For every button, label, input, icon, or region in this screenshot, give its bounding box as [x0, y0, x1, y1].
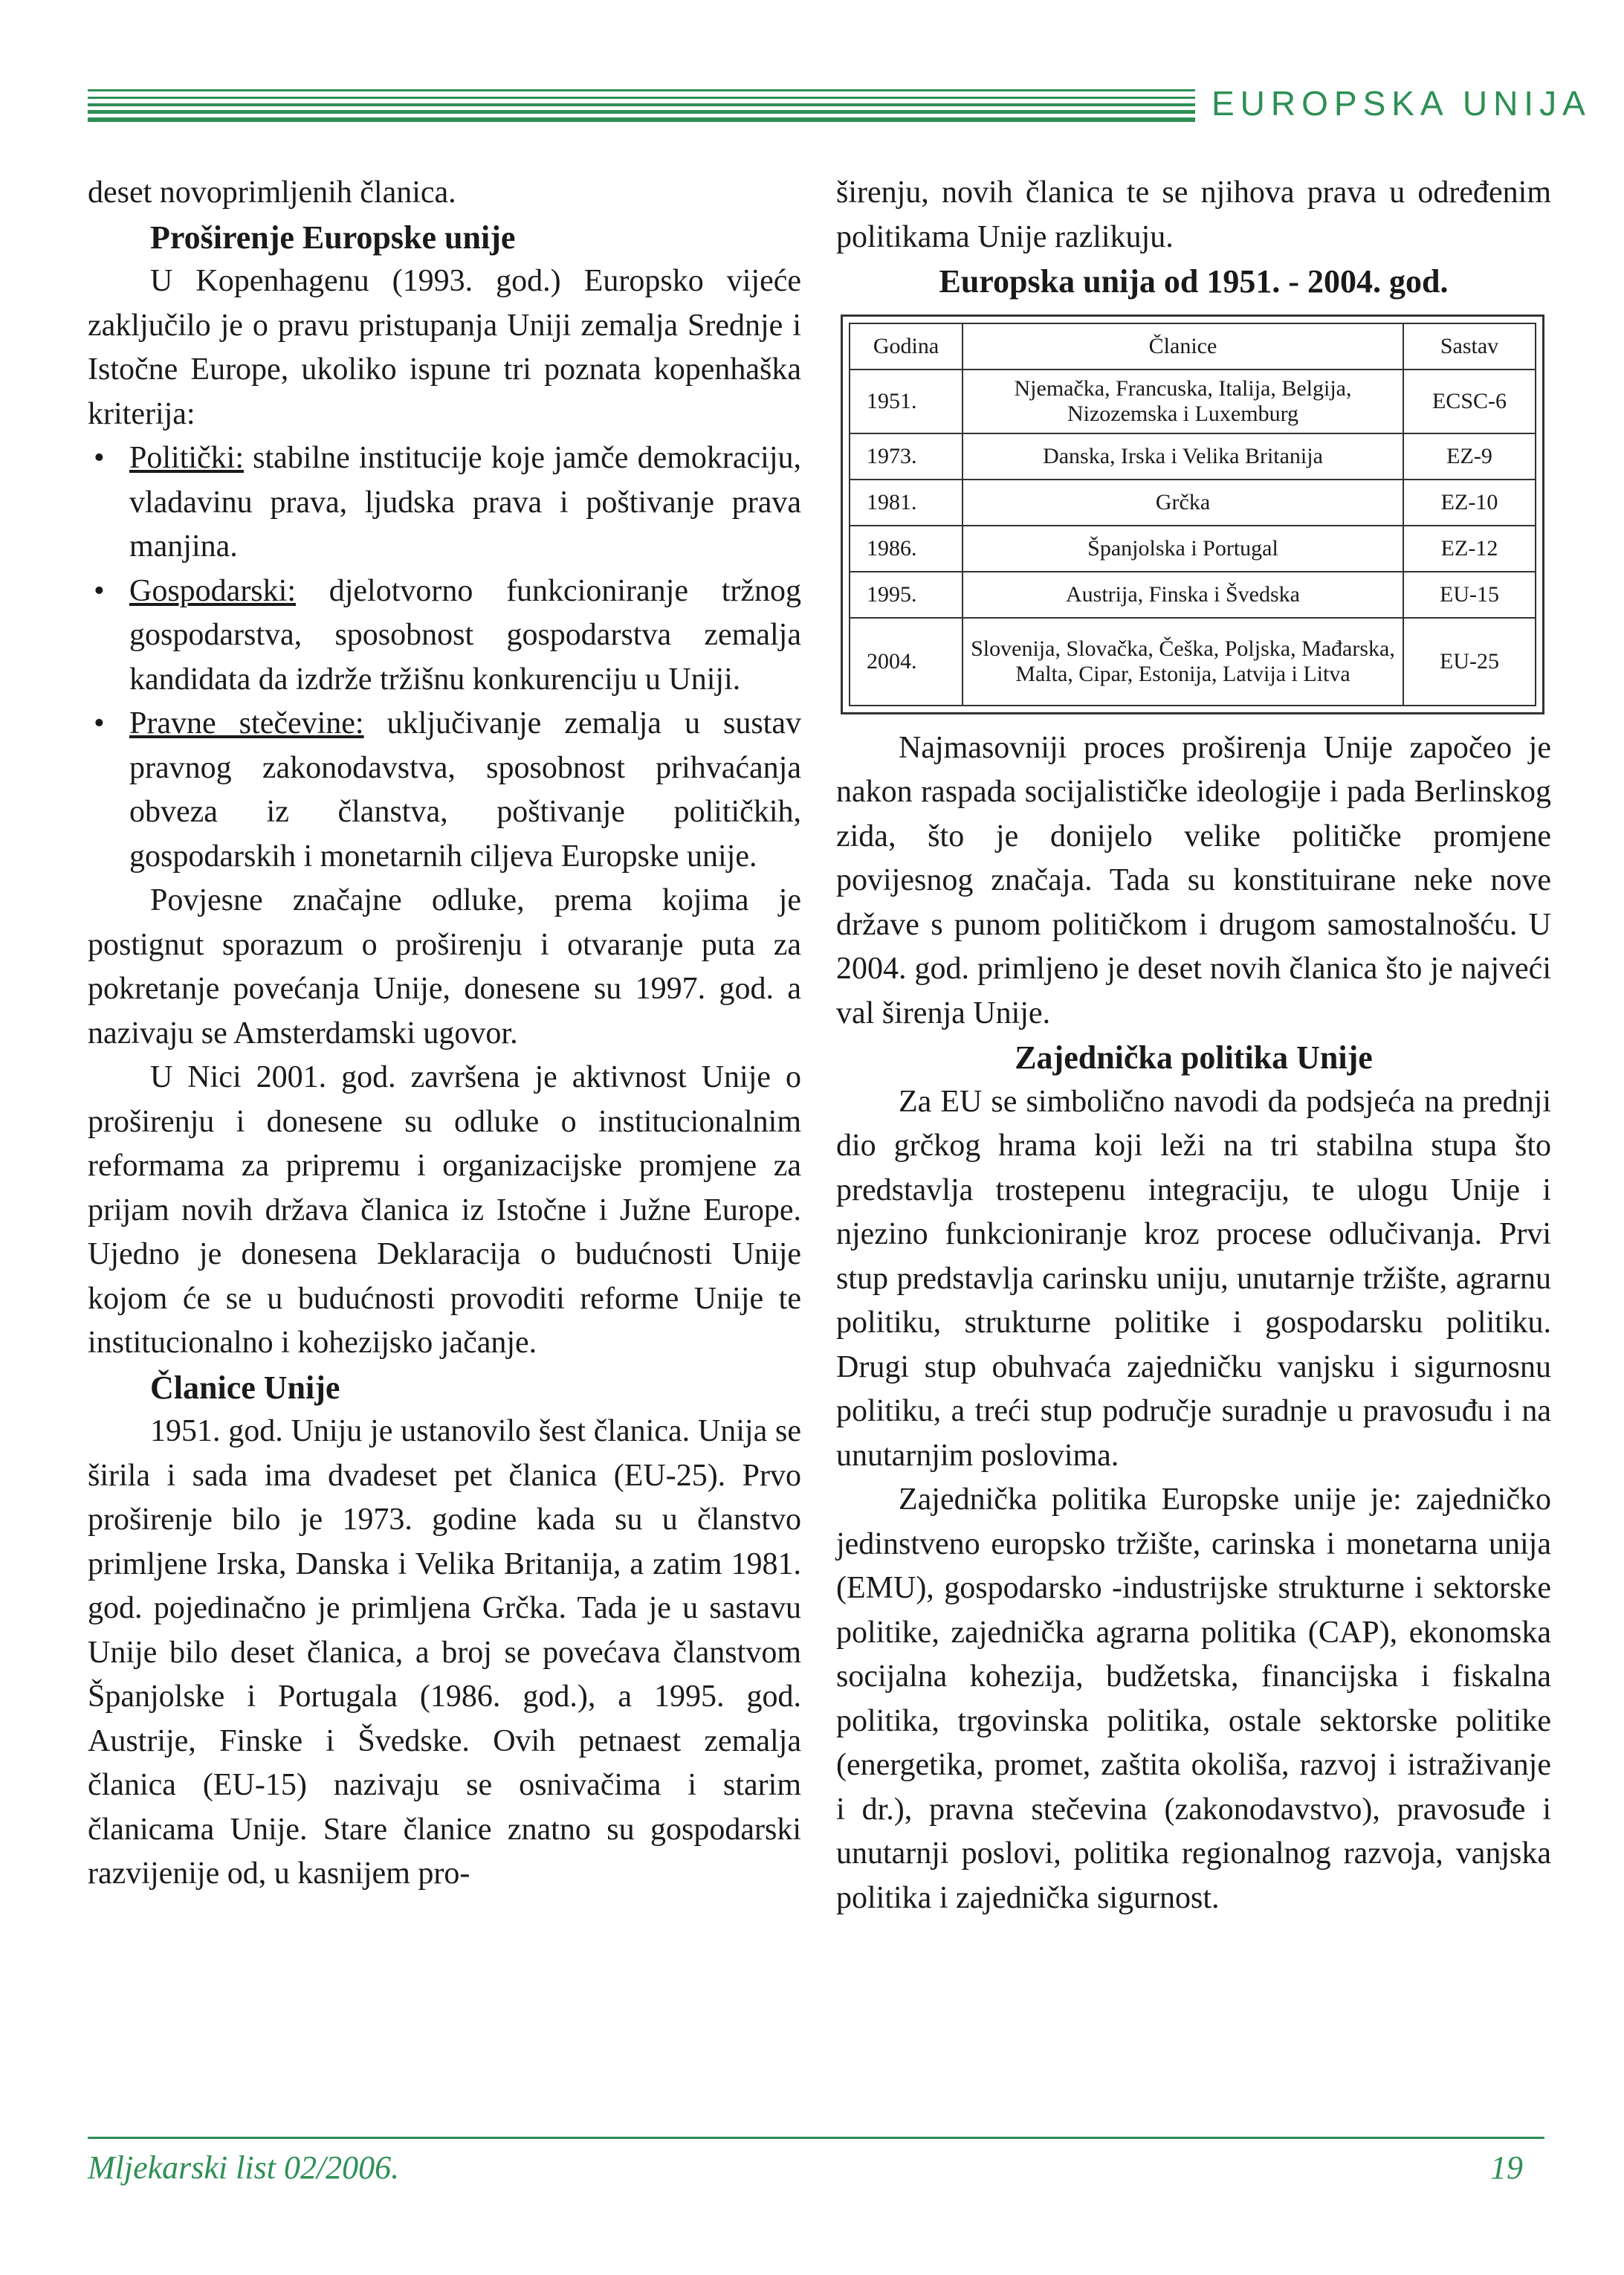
cell-members: Grčka: [963, 480, 1403, 526]
cell-year: 1986.: [850, 526, 963, 572]
page-number: 19: [1490, 2149, 1523, 2186]
cell-members: Danska, Irska i Velika Britanija: [963, 433, 1403, 480]
cell-year: 1973.: [850, 433, 963, 480]
cell-year: 1995.: [850, 572, 963, 618]
cell-year: 1951.: [850, 370, 963, 433]
paragraph: 1951. god. Uniju je ustanovilo šest članica. Unija se širila i sada ima dvadeset pet članica (EU-25). Prvo proširenje bilo je 1973. godine kada su u članstvo primljene Irska, Danska i Velika Britanija, a zatim 1981. god. pojedinačno je primljena Grčka. Tada je u sastavu Unije bilo deset članica, a broj se povećava članstvom Španjolske i Portugala (1986. god.), a 1995. god. Austrije, Finske i Švedske. Ovih petnaest zemalja članica (EU-15) nazivaju se osnivačima i starim članicama Unije. Stare članice znatno su gospodarski razvijenije od, u kasnijem pro-: [88, 1414, 801, 1891]
header-rule: [88, 89, 1195, 125]
cell-composition: EZ-12: [1403, 526, 1536, 572]
criterion-text: djelotvorno funkcioniranje tržnog gospodarstva, sposobnost gospodarstva zemalja kandidata da izdrže tržišnu konkurenciju u Uniji.: [129, 573, 801, 697]
paragraph: deset novoprimljenih članica.: [88, 175, 456, 210]
criteria-list: [88, 436, 801, 879]
left-column: [88, 171, 801, 1897]
list-item: [88, 436, 801, 569]
journal-name: Mljekarski list 02/2006.: [88, 2149, 400, 2186]
table-row: [850, 526, 1536, 572]
table-row: [850, 618, 1536, 706]
bullet-icon: •: [94, 441, 105, 475]
cell-year: 1981.: [850, 480, 963, 526]
cell-members: Španjolska i Portugal: [963, 526, 1403, 572]
heading-prosirenje: Proširenje Europske unije: [150, 219, 516, 256]
cell-composition: EU-25: [1403, 618, 1536, 706]
criterion-text: stabilne institucije koje jamče demokraciju, vladavinu prava, ljudska prava i poštivanje prava manjina.: [129, 441, 801, 564]
heading-zajednicka-politika: Zajednička politika Unije: [1015, 1039, 1373, 1076]
paragraph: Povjesne značajne odluke, prema kojima je postignut sporazum o proširenju i otvaranje puta za pokretanje povećanja Unije, donesene su 1997. god. a nazivaju se Amsterdamski ugovor.: [88, 883, 801, 1051]
criterion-term: Politički:: [129, 441, 245, 475]
column-header: Sastav: [1403, 323, 1536, 370]
paragraph: širenju, novih članica te se njihova prava u određenim politikama Unije razlikuju.: [836, 175, 1551, 254]
list-item: [88, 702, 801, 879]
cell-composition: EU-15: [1403, 572, 1536, 618]
cell-members: Austrija, Finska i Švedska: [963, 572, 1403, 618]
bullet-icon: •: [94, 573, 105, 608]
cell-composition: EZ-10: [1403, 480, 1536, 526]
cell-year: 2004.: [850, 618, 963, 706]
column-header: Članice: [963, 323, 1403, 370]
criterion-term: Gospodarski:: [129, 573, 296, 608]
criterion-term: Pravne stečevine:: [129, 706, 364, 740]
cell-members: Njemačka, Francuska, Italija, Belgija, Nizozemska i Luxemburg: [963, 370, 1403, 433]
table-row: [850, 370, 1536, 433]
right-column: [836, 171, 1551, 1920]
paragraph: Najmasovniji proces proširenja Unije započeo je nakon raspada socijalističke ideologije i pada Berlinskog zida, što je donijelo velike političke promjene povijesnog značaja. Tada su konstituirane neke nove države s punom političkom i drugom samostalnošću. U 2004. god. primljeno je deset novih članica što je najveći val širenja Unije.: [836, 730, 1551, 1030]
heading-clanice: Članice Unije: [150, 1369, 340, 1406]
members-table-frame: [841, 314, 1544, 714]
bullet-icon: •: [94, 706, 105, 740]
section-title: EUROPSKA UNIJA: [1211, 84, 1591, 123]
paragraph: Zajednička politika Europske unije je: zajedničko jedinstveno europsko tržište, carinska i monetarna unija (EMU), gospodarsko -industrijske strukturne i sektorske politike, zajednička agrarna politika (CAP), ekonomska socijalna kohezija, budžetska, financijska i fiskalna politika, trgovinska politika, ostale sektorske politike (energetika, promet, zaštita okoliša, razvoj i istraživanje i dr.), pravna stečevina (zakonodavstvo), pravosuđe i unutarnji poslovi, politika regionalnog razvoja, vanjska politika i zajednička sigurnost.: [836, 1482, 1551, 1915]
criterion-text: uključivanje zemalja u sustav pravnog zakonodavstva, sposobnost prihvaćanja obveza iz članstva, poštivanje političkih, gospodarskih i monetarnih ciljeva Europske unije.: [129, 706, 801, 874]
list-item: [88, 569, 801, 703]
cell-members: Slovenija, Slovačka, Češka, Poljska, Mađarska, Malta, Cipar, Estonija, Latvija i Litva: [963, 618, 1403, 706]
paragraph: Za EU se simbolično navodi da podsjeća na prednji dio grčkog hrama koji leži na tri stabilna stupa što predstavlja trostepenu integraciju, te ulogu Unije i njezino funkcioniranje kroz procese odlučivanja. Prvi stup predstavlja carinsku uniju, unutarnje tržište, agrarnu politiku, strukturne politike i gospodarsku politiku. Drugi stup obuhvaća zajedničku vanjsku i sigurnosnu politiku, a treći stup područje suradnje u pravosuđu i na unutarnjim poslovima.: [836, 1084, 1551, 1473]
paragraph: U Kopenhagenu (1993. god.) Europsko vijeće zaključilo je o pravu pristupanja Uniji zemalja Srednje i Istočne Europe, ukoliko ispune tri poznata kopenhaška kriterija:: [88, 264, 801, 431]
table-row: [850, 433, 1536, 480]
table-row: [850, 480, 1536, 526]
footer-rule: [88, 2137, 1544, 2139]
cell-composition: ECSC-6: [1403, 370, 1536, 433]
table-row: [850, 572, 1536, 618]
table-title: Europska unija od 1951. - 2004. god.: [939, 263, 1449, 300]
column-header: Godina: [850, 323, 963, 370]
cell-composition: EZ-9: [1403, 433, 1536, 480]
table-header-row: [850, 323, 1536, 370]
paragraph: U Nici 2001. god. završena je aktivnost Unije o proširenju i donesene su odluke o institucionalnim reformama za pripremu i organizacijske promjene za prijam novih država članica iz Istočne i Južne Europe. Ujedno je donesena Deklaracija o budućnosti Unije kojom će se u budućnosti provoditi reforme Unije te institucionalno i kohezijsko jačanje.: [88, 1060, 801, 1360]
members-table: [849, 323, 1536, 706]
